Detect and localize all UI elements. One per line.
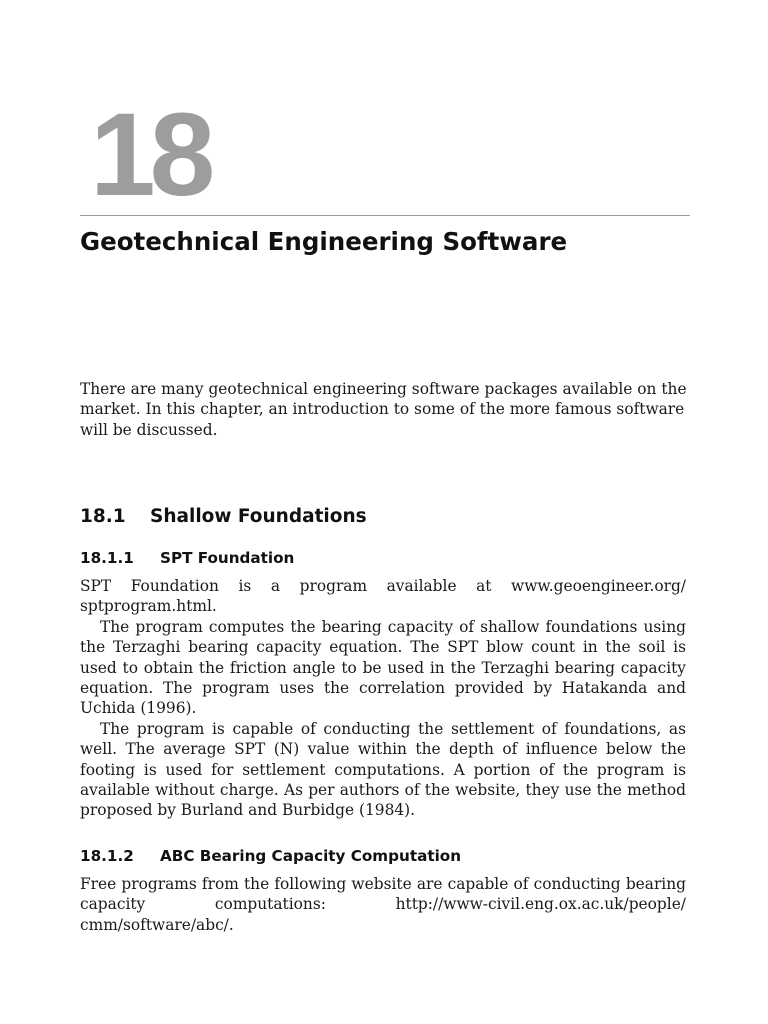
section-heading: [80, 505, 367, 529]
subsection-number: 18.1.2: [80, 847, 134, 865]
paragraph: The program computes the bearing capacity of shallow foundations using the Terzaghi bearing capacity equation. The SPT blow count in the soil is used to obtain the friction angle to be used in the Terzaghi bearing capacity equation. The program uses the correlation provided by Hatakanda and Uchida (1996).: [80, 617, 686, 718]
subsection-title: SPT Foundation: [160, 549, 295, 567]
subsection-title: ABC Bearing Capacity Computation: [160, 847, 462, 865]
subsection-number: 18.1.1: [80, 549, 134, 567]
chapter-title: Geotechnical Engineering Software: [80, 227, 568, 256]
paragraph: The program is capable of conducting the settlement of foundations, as well. The average SPT (N) value within the depth of influence below the footing is used for settlement computations. A portion of the program is available without charge. As per authors of the website, they use the method proposed by Burland and Burbidge (1984).: [80, 719, 686, 820]
subsection-body-abc: [80, 874, 686, 935]
section-title: Shallow Foundations: [150, 506, 367, 527]
paragraph: Free programs from the following website are capable of conducting bearing capacity computations: http://www-civil.eng.ox.ac.uk/people/ cmm/software/abc/.: [80, 875, 686, 934]
chapter-number: 18: [90, 89, 210, 221]
subsection-body-spt: [80, 576, 686, 821]
chapter-divider: [80, 215, 690, 216]
section-number: 18.1: [80, 506, 126, 527]
intro-paragraph: There are many geotechnical engineering software packages available on the market. In this chapter, an introduction to some of the more famous software will be discussed.: [80, 380, 687, 439]
subsection-heading-spt: [80, 548, 294, 568]
subsection-heading-abc: [80, 846, 461, 866]
paragraph: SPT Foundation is a program available at www.geoengineer.org/ sptprogram.html.: [80, 577, 686, 616]
